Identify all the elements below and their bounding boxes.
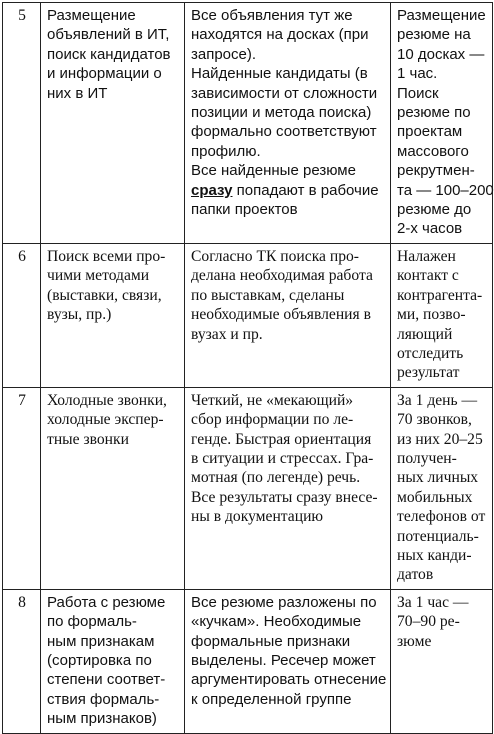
result-line: аргументировать отнесение xyxy=(191,671,387,689)
result-line: профилю. xyxy=(191,142,261,160)
norm-line: 1 час. xyxy=(397,65,438,83)
task-line: ным признакам xyxy=(47,632,155,650)
row-number: 8 xyxy=(3,589,41,733)
result-line: Найденные кандидаты (в xyxy=(191,65,368,83)
norm-line: та — 100–200 xyxy=(397,181,494,199)
result-line: делана необходимая работа xyxy=(191,267,373,285)
result-cell xyxy=(185,387,391,589)
result-line: формально соответствуют xyxy=(191,123,377,141)
norm-cell xyxy=(391,3,493,244)
norm-line: датов xyxy=(397,566,434,584)
task-line: холодные экспер- xyxy=(47,411,164,429)
norm-line: отследить xyxy=(397,344,464,362)
norm-cell xyxy=(391,243,493,387)
norm-cell xyxy=(391,589,493,733)
result-line: генде. Быстрая ориентация xyxy=(191,430,372,448)
task-cell xyxy=(41,387,185,589)
result-line: Четкий, не «мекающий» xyxy=(191,391,354,409)
result-line: находятся на досках (при xyxy=(191,26,369,44)
results-table xyxy=(2,2,493,734)
task-line: Размещение xyxy=(47,7,136,24)
norm-line: За 1 час — xyxy=(397,593,469,611)
table-row xyxy=(3,3,493,244)
task-cell xyxy=(41,589,185,733)
table-row xyxy=(3,589,493,733)
table-row xyxy=(3,387,493,589)
norm-line: контакт с xyxy=(397,267,459,285)
norm-line: Поиск xyxy=(397,84,439,102)
task-line: чими методами xyxy=(47,267,150,285)
norm-line: За 1 день — xyxy=(397,391,478,409)
result-line: к определенной группе xyxy=(191,690,352,708)
task-line: Работа с резюме xyxy=(47,593,166,611)
result-line: необходимые объявления в xyxy=(191,306,371,324)
norm-line: 10 досках — xyxy=(397,45,485,63)
norm-line: ных личных xyxy=(397,469,479,487)
task-cell xyxy=(41,243,185,387)
result-line: ны в документацию xyxy=(191,508,324,526)
result-line: Согласно ТК поиска про- xyxy=(191,247,359,265)
norm-line: результат xyxy=(397,364,460,382)
norm-line: мобильных xyxy=(397,488,473,506)
row-number: 5 xyxy=(3,3,41,244)
row-number: 7 xyxy=(3,387,41,589)
task-line: ствия формаль- xyxy=(47,690,160,708)
result-line: Все найденные резюме xyxy=(191,162,356,180)
result-line: формальные признаки xyxy=(191,632,351,650)
norm-line: рекрутмен- xyxy=(397,162,475,180)
task-line: степени соответ- xyxy=(47,671,166,689)
result-line: «кучкам». Необходимые xyxy=(191,613,362,631)
result-line: Все объявления тут же xyxy=(191,7,353,24)
norm-line: 2-х часов xyxy=(397,220,463,238)
result-line: Все результаты сразу внесе- xyxy=(191,488,378,506)
task-line: (сортировка по xyxy=(47,652,152,669)
norm-line: ляющий xyxy=(397,325,453,343)
emphasis-word: сразу xyxy=(191,181,233,199)
row-number: 6 xyxy=(3,243,41,387)
result-line: зависимости от сложности xyxy=(191,84,378,102)
norm-line: ми, позво- xyxy=(397,306,466,324)
task-line: и информации о xyxy=(47,65,162,83)
result-line: запросе). xyxy=(191,45,257,63)
task-line: вузы, пр.) xyxy=(47,306,112,324)
result-line: позиции и метода поиска) xyxy=(191,104,372,122)
norm-line: ных канди- xyxy=(397,546,472,564)
task-line: Холодные звонки, xyxy=(47,391,167,409)
norm-line: резюме до xyxy=(397,201,472,219)
norm-line: из них 20–25 xyxy=(397,430,483,448)
task-line: (выставки, связи, xyxy=(47,286,162,304)
result-line: вузах и пр. xyxy=(191,325,263,343)
norm-line: Размещение xyxy=(397,7,486,24)
task-line: них в ИТ xyxy=(47,84,108,102)
result-cell xyxy=(185,3,391,244)
result-line: мотная (по легенде) речь. xyxy=(191,469,361,487)
norm-line: потенциаль- xyxy=(397,527,479,545)
result-cell xyxy=(185,243,391,387)
norm-line: 70–90 ре- xyxy=(397,613,460,631)
result-line: выделены. Ресечер может xyxy=(191,652,376,669)
task-line: Поиск всеми про- xyxy=(47,247,166,265)
task-line: тные звонки xyxy=(47,430,129,448)
task-line: поиск кандидатов xyxy=(47,45,171,63)
result-line: в ситуации и стрессах. Гра- xyxy=(191,449,374,467)
norm-cell xyxy=(391,387,493,589)
result-line: по выставкам, сделаны xyxy=(191,286,345,304)
norm-line: проектам xyxy=(397,123,463,141)
norm-line: резюме на xyxy=(397,26,471,44)
result-line: Все резюме разложены по xyxy=(191,593,377,611)
norm-line: Налажен xyxy=(397,247,456,265)
norm-line: резюме по xyxy=(397,104,471,122)
result-line xyxy=(191,181,385,200)
norm-line: контрагента- xyxy=(397,286,483,304)
table-row xyxy=(3,243,493,387)
norm-line: зюме xyxy=(397,632,432,650)
task-line: объявлений в ИТ, xyxy=(47,26,170,44)
task-line: по формаль- xyxy=(47,613,137,631)
result-line: сбор информации по ле- xyxy=(191,411,354,429)
result-line: папки проектов xyxy=(191,201,298,219)
norm-line: телефонов от xyxy=(397,508,486,526)
result-line-rest: попадают в рабочие xyxy=(232,181,379,199)
result-cell xyxy=(185,589,391,733)
norm-line: массового xyxy=(397,142,469,160)
task-cell xyxy=(41,3,185,244)
task-line: ным признаков) xyxy=(47,710,157,728)
norm-line: получен- xyxy=(397,449,457,467)
norm-line: 70 звонков, xyxy=(397,411,472,429)
